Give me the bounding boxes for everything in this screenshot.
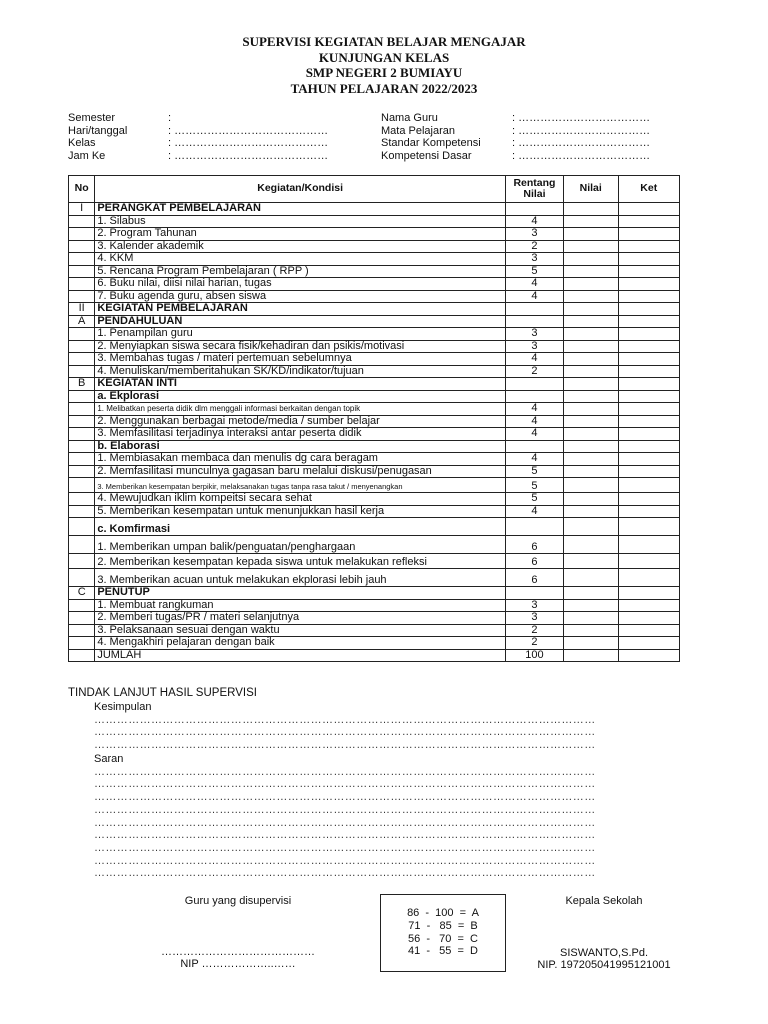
cell-ket[interactable] (618, 415, 680, 428)
meta-value[interactable]: : ……………………………… (512, 112, 651, 124)
suggestion-section (94, 753, 680, 880)
cell-kegiatan: KEGIATAN PEMBELAJARAN (95, 303, 506, 316)
cell-ket[interactable] (618, 303, 680, 316)
cell-ket[interactable] (618, 390, 680, 403)
cell-ket[interactable] (618, 465, 680, 478)
cell-nilai[interactable] (563, 554, 618, 569)
cell-nilai[interactable] (563, 505, 618, 518)
table-row (69, 624, 680, 637)
grade-row: 56 - 70 = C (407, 932, 478, 945)
table-row (69, 493, 680, 506)
cell-rentang (505, 440, 563, 453)
cell-no: B (69, 378, 95, 391)
principal-nip: NIP. 197205041995121001 (537, 959, 671, 971)
table-row (69, 536, 680, 554)
cell-no (69, 290, 95, 303)
cell-ket[interactable] (618, 265, 680, 278)
teacher-label: Guru yang disupervisi (184, 895, 292, 907)
cell-no (69, 228, 95, 241)
cell-rentang: 6 (505, 569, 563, 587)
cell-ket[interactable] (618, 253, 680, 266)
cell-nilai[interactable] (563, 428, 618, 441)
cell-nilai[interactable] (563, 203, 618, 216)
table-row (69, 415, 680, 428)
cell-kegiatan: 1. Memberikan umpan balik/penguatan/penghargaan (95, 536, 506, 554)
cell-kegiatan: 1. Silabus (95, 215, 506, 228)
cell-no (69, 278, 95, 291)
cell-ket[interactable] (618, 612, 680, 625)
table-body (69, 203, 680, 662)
cell-no (69, 649, 95, 662)
cell-no (69, 340, 95, 353)
suggestion-line[interactable]: …………………………………………………………………………………………………………………… (94, 803, 596, 816)
cell-rentang: 2 (505, 624, 563, 637)
cell-no (69, 440, 95, 453)
table-row (69, 265, 680, 278)
cell-nilai[interactable] (563, 378, 618, 391)
cell-rentang: 4 (505, 215, 563, 228)
table-row (69, 599, 680, 612)
meta-value[interactable]: : ……………………………… (512, 124, 651, 137)
cell-kegiatan: 2. Menyiapkan siswa secara fisik/kehadiran dan psikis/motivasi (95, 340, 506, 353)
cell-kegiatan: 5. Memberikan kesempatan untuk menunjukkan hasil kerja (95, 505, 506, 518)
cell-kegiatan: 3. Membahas tugas / materi pertemuan sebelumnya (95, 353, 506, 366)
meta-row (381, 112, 650, 125)
cell-rentang: 6 (505, 554, 563, 569)
cell-nilai[interactable] (563, 587, 618, 600)
cell-kegiatan: KEGIATAN INTI (95, 378, 506, 391)
cell-no (69, 353, 95, 366)
cell-rentang: 4 (505, 453, 563, 466)
header-rentang (505, 176, 563, 203)
table-row (69, 440, 680, 453)
conclusion-line[interactable]: …………………………………………………………………………………………………………………… (94, 726, 596, 739)
table-row (69, 253, 680, 266)
meta-row (381, 150, 650, 163)
suggestion-line[interactable]: …………………………………………………………………………………………………………………… (94, 791, 596, 804)
cell-nilai[interactable] (563, 478, 618, 493)
conclusion-line[interactable]: …………………………………………………………………………………………………………………… (94, 739, 596, 752)
grade-scale-box (380, 894, 506, 972)
title-line-4: TAHUN PELAJARAN 2022/2023 (290, 80, 478, 96)
cell-no: C (69, 587, 95, 600)
header-rentang-line2: Nilai (523, 188, 546, 200)
cell-no (69, 478, 95, 493)
cell-nilai[interactable] (563, 253, 618, 266)
cell-nilai[interactable] (563, 303, 618, 316)
cell-no (69, 599, 95, 612)
cell-ket[interactable] (618, 378, 680, 391)
cell-nilai[interactable] (563, 453, 618, 466)
cell-kegiatan: b. Elaborasi (95, 440, 506, 453)
cell-kegiatan: 1. Membiasakan membaca dan menulis dg cara beragam (95, 453, 506, 466)
cell-rentang: 5 (505, 265, 563, 278)
cell-nilai[interactable] (563, 465, 618, 478)
suggestion-line[interactable]: …………………………………………………………………………………………………………………… (94, 816, 596, 829)
cell-nilai[interactable] (563, 440, 618, 453)
table-row (69, 637, 680, 650)
cell-ket[interactable] (618, 328, 680, 341)
cell-ket[interactable] (618, 478, 680, 493)
cell-nilai[interactable] (563, 228, 618, 241)
cell-kegiatan: 2. Memberi tugas/PR / materi selanjutnya (95, 612, 506, 625)
cell-ket[interactable] (618, 365, 680, 378)
cell-nilai[interactable] (563, 518, 618, 536)
principal-name: SISWANTO,S.Pd. (559, 947, 649, 959)
cell-nilai[interactable] (563, 569, 618, 587)
cell-ket[interactable] (618, 440, 680, 453)
cell-rentang: 4 (505, 290, 563, 303)
cell-nilai[interactable] (563, 240, 618, 253)
cell-nilai[interactable] (563, 265, 618, 278)
teacher-signature (150, 895, 326, 970)
cell-rentang: 4 (505, 428, 563, 441)
suggestion-line[interactable]: …………………………………………………………………………………………………………………… (94, 829, 596, 842)
cell-nilai[interactable] (563, 536, 618, 554)
cell-ket[interactable] (618, 599, 680, 612)
meta-label: Semester (68, 112, 116, 124)
cell-kegiatan: 1. Penampilan guru (95, 328, 506, 341)
cell-kegiatan: c. Komfirmasi (95, 518, 506, 536)
cell-rentang: 4 (505, 278, 563, 291)
cell-no (69, 505, 95, 518)
cell-rentang: 3 (505, 340, 563, 353)
cell-ket[interactable] (618, 637, 680, 650)
cell-rentang: 3 (505, 612, 563, 625)
cell-no (69, 465, 95, 478)
cell-nilai[interactable] (563, 637, 618, 650)
cell-kegiatan: 7. Buku agenda guru, absen siswa (95, 290, 506, 303)
cell-ket[interactable] (618, 505, 680, 518)
meta-label: Mata Pelajaran (381, 124, 455, 137)
cell-no (69, 612, 95, 625)
cell-kegiatan: 3. Kalender akademik (95, 240, 506, 253)
suggestion-line[interactable]: …………………………………………………………………………………………………………………… (94, 778, 596, 791)
cell-no (69, 265, 95, 278)
cell-nilai[interactable] (563, 599, 618, 612)
cell-kegiatan: 1. Membuat rangkuman (95, 599, 506, 612)
cell-rentang: 4 (505, 403, 563, 416)
cell-ket[interactable] (618, 203, 680, 216)
cell-no (69, 624, 95, 637)
cell-ket[interactable] (618, 290, 680, 303)
cell-nilai[interactable] (563, 328, 618, 341)
table-row (69, 203, 680, 216)
meta-value[interactable]: : …………………………………… (168, 137, 329, 149)
follow-up-title: TINDAK LANJUT HASIL SUPERVISI (68, 687, 257, 699)
cell-rentang (505, 378, 563, 391)
cell-kegiatan: 2. Memberikan kesempatan kepada siswa untuk melakukan refleksi (95, 554, 506, 569)
cell-ket[interactable] (618, 569, 680, 587)
cell-ket[interactable] (618, 587, 680, 600)
table-row (69, 240, 680, 253)
teacher-nip[interactable]: NIP ………………..…… (180, 958, 296, 970)
cell-rentang: 4 (505, 353, 563, 366)
meta-row (68, 125, 328, 138)
cell-no: II (69, 303, 95, 316)
cell-kegiatan: 4. Mewujudkan iklim kompeitsi secara sehat (95, 493, 506, 506)
cell-rentang: 2 (505, 637, 563, 650)
conclusion-label: Kesimpulan (94, 701, 152, 713)
cell-nilai[interactable] (563, 624, 618, 637)
meta-value[interactable]: : ……………………………… (512, 137, 651, 149)
table-row (69, 554, 680, 569)
cell-kegiatan: 1. Melibatkan peserta didik dlm menggali informasi berkaitan dengan topik (95, 403, 506, 416)
cell-no (69, 415, 95, 428)
meta-right (381, 112, 650, 162)
meta-row (68, 112, 328, 125)
cell-nilai[interactable] (563, 315, 618, 328)
table-row (69, 365, 680, 378)
title-line-1: SUPERVISI KEGIATAN BELAJAR MENGAJAR (242, 34, 526, 49)
meta-left (68, 112, 328, 162)
cell-kegiatan: 3. Pelaksanaan sesuai dengan waktu (95, 624, 506, 637)
table-row (69, 328, 680, 341)
suggestion-label: Saran (94, 753, 124, 765)
cell-ket[interactable] (618, 649, 680, 662)
suggestion-line[interactable]: …………………………………………………………………………………………………………………… (94, 841, 596, 854)
cell-kegiatan: 6. Buku nilai, diisi nilai harian, tugas (95, 278, 506, 291)
table-row (69, 649, 680, 662)
cell-kegiatan: 4. KKM (95, 253, 506, 266)
cell-rentang (505, 390, 563, 403)
cell-no (69, 493, 95, 506)
cell-ket[interactable] (618, 554, 680, 569)
table-row (69, 340, 680, 353)
cell-ket[interactable] (618, 278, 680, 291)
cell-no (69, 637, 95, 650)
header-no: No (69, 176, 95, 203)
cell-rentang: 3 (505, 253, 563, 266)
cell-kegiatan: PENUTUP (95, 587, 506, 600)
cell-rentang: 5 (505, 478, 563, 493)
cell-ket[interactable] (618, 403, 680, 416)
principal-label: Kepala Sekolah (565, 895, 643, 907)
meta-value[interactable]: : …………………………………… (168, 149, 329, 162)
conclusion-section (94, 701, 680, 752)
cell-no (69, 518, 95, 536)
cell-rentang: 3 (505, 228, 563, 241)
cell-kegiatan: 4. Mengakhiri pelajaran dengan baik (95, 637, 506, 650)
table-row (69, 612, 680, 625)
cell-ket[interactable] (618, 315, 680, 328)
table-row (69, 390, 680, 403)
cell-kegiatan: a. Ekplorasi (95, 390, 506, 403)
header-nilai: Nilai (563, 176, 618, 203)
table-row (69, 518, 680, 536)
cell-no: I (69, 203, 95, 216)
meta-label: Nama Guru (381, 112, 438, 124)
cell-nilai[interactable] (563, 493, 618, 506)
teacher-name-line[interactable]: …………………………………… (161, 946, 315, 958)
cell-kegiatan: PENDAHULUAN (95, 315, 506, 328)
meta-label: Kompetensi Dasar (381, 149, 472, 162)
cell-ket[interactable] (618, 518, 680, 536)
table-row (69, 465, 680, 478)
grade-row: 41 - 55 = D (407, 945, 478, 958)
cell-kegiatan: PERANGKAT PEMBELAJARAN (95, 203, 506, 216)
cell-kegiatan: 3. Memberikan kesempatan berpikir, melaksanakan tugas tanpa rasa takut / menyenangkan (95, 478, 506, 493)
cell-no (69, 390, 95, 403)
cell-ket[interactable] (618, 240, 680, 253)
cell-kegiatan: 2. Menggunakan berbagai metode/media / sumber belajar (95, 415, 506, 428)
cell-nilai[interactable] (563, 649, 618, 662)
meta-label: Hari/tanggal (68, 124, 128, 137)
cell-ket[interactable] (618, 428, 680, 441)
table-row (69, 403, 680, 416)
cell-nilai[interactable] (563, 403, 618, 416)
cell-rentang (505, 518, 563, 536)
meta-row (381, 137, 650, 150)
cell-rentang: 2 (505, 240, 563, 253)
cell-rentang: 2 (505, 365, 563, 378)
table-row (69, 428, 680, 441)
cell-kegiatan: 2. Memfasilitasi munculnya gagasan baru melalui diskusi/penugasan (95, 465, 506, 478)
header-ket: Ket (618, 176, 680, 203)
cell-no (69, 253, 95, 266)
cell-rentang: 4 (505, 415, 563, 428)
cell-rentang: 4 (505, 505, 563, 518)
cell-nilai[interactable] (563, 290, 618, 303)
cell-no (69, 569, 95, 587)
meta-label: Standar Kompetensi (381, 137, 481, 149)
cell-rentang (505, 303, 563, 316)
cell-kegiatan: 4. Menuliskan/memberitahukan SK/KD/indikator/tujuan (95, 365, 506, 378)
cell-ket[interactable] (618, 493, 680, 506)
principal-signature (516, 895, 692, 971)
cell-ket[interactable] (618, 215, 680, 228)
meta-row (381, 125, 650, 138)
table-row (69, 315, 680, 328)
cell-ket[interactable] (618, 453, 680, 466)
cell-no (69, 365, 95, 378)
cell-kegiatan: JUMLAH (95, 649, 506, 662)
table-row (69, 505, 680, 518)
table-row (69, 378, 680, 391)
cell-rentang: 6 (505, 536, 563, 554)
grade-row: 71 - 85 = B (408, 919, 478, 932)
header-kegiatan: Kegiatan/Kondisi (95, 176, 506, 203)
cell-rentang (505, 203, 563, 216)
cell-nilai[interactable] (563, 415, 618, 428)
table-row (69, 453, 680, 466)
header-rentang-line1: Rentang (513, 177, 556, 189)
cell-no (69, 215, 95, 228)
table-row (69, 303, 680, 316)
meta-label: Jam Ke (68, 149, 106, 162)
cell-nilai[interactable] (563, 365, 618, 378)
conclusion-line[interactable]: …………………………………………………………………………………………………………………… (94, 713, 596, 726)
cell-ket[interactable] (618, 228, 680, 241)
cell-rentang: 3 (505, 328, 563, 341)
cell-no (69, 240, 95, 253)
table-row (69, 569, 680, 587)
cell-kegiatan: 2. Program Tahunan (95, 228, 506, 241)
suggestion-line[interactable]: …………………………………………………………………………………………………………………… (94, 867, 596, 880)
meta-value[interactable]: : (168, 112, 172, 124)
title-line-2: KUNJUNGAN KELAS (318, 49, 450, 65)
cell-kegiatan: 3. Memfasilitasi terjadinya interaksi antar peserta didik (95, 428, 506, 441)
grade-row: 86 - 100 = A (407, 907, 479, 919)
cell-ket[interactable] (618, 353, 680, 366)
cell-kegiatan: 5. Rencana Program Pembelajaran ( RPP ) (95, 265, 506, 278)
meta-value[interactable]: : …………………………………… (168, 124, 329, 137)
cell-no (69, 536, 95, 554)
cell-nilai[interactable] (563, 390, 618, 403)
table-row (69, 215, 680, 228)
cell-rentang (505, 315, 563, 328)
document-title (0, 34, 768, 96)
cell-ket[interactable] (618, 624, 680, 637)
cell-no: A (69, 315, 95, 328)
meta-row (68, 137, 328, 150)
cell-nilai[interactable] (563, 278, 618, 291)
suggestion-line[interactable]: …………………………………………………………………………………………………………………… (94, 765, 596, 778)
meta-row (68, 150, 328, 163)
cell-no (69, 328, 95, 341)
table-row (69, 478, 680, 493)
cell-kegiatan: 3. Memberikan acuan untuk melakukan ekplorasi lebih jauh (95, 569, 506, 587)
cell-no (69, 453, 95, 466)
table-row (69, 353, 680, 366)
cell-nilai[interactable] (563, 340, 618, 353)
suggestion-line[interactable]: …………………………………………………………………………………………………………………… (94, 854, 596, 867)
table-row (69, 587, 680, 600)
title-line-3: SMP NEGERI 2 BUMIAYU (305, 65, 463, 80)
cell-ket[interactable] (618, 536, 680, 554)
cell-nilai[interactable] (563, 612, 618, 625)
cell-nilai[interactable] (563, 353, 618, 366)
cell-rentang: 100 (505, 649, 563, 662)
table-row (69, 290, 680, 303)
cell-rentang: 3 (505, 599, 563, 612)
meta-label: Kelas (68, 137, 96, 149)
cell-rentang: 5 (505, 493, 563, 506)
cell-no (69, 403, 95, 416)
cell-nilai[interactable] (563, 215, 618, 228)
cell-rentang: 5 (505, 465, 563, 478)
cell-no (69, 428, 95, 441)
cell-rentang (505, 587, 563, 600)
supervision-table (68, 175, 680, 662)
table-row (69, 228, 680, 241)
meta-value[interactable]: : ……………………………… (512, 149, 651, 162)
cell-no (69, 554, 95, 569)
table-row (69, 278, 680, 291)
cell-ket[interactable] (618, 340, 680, 353)
